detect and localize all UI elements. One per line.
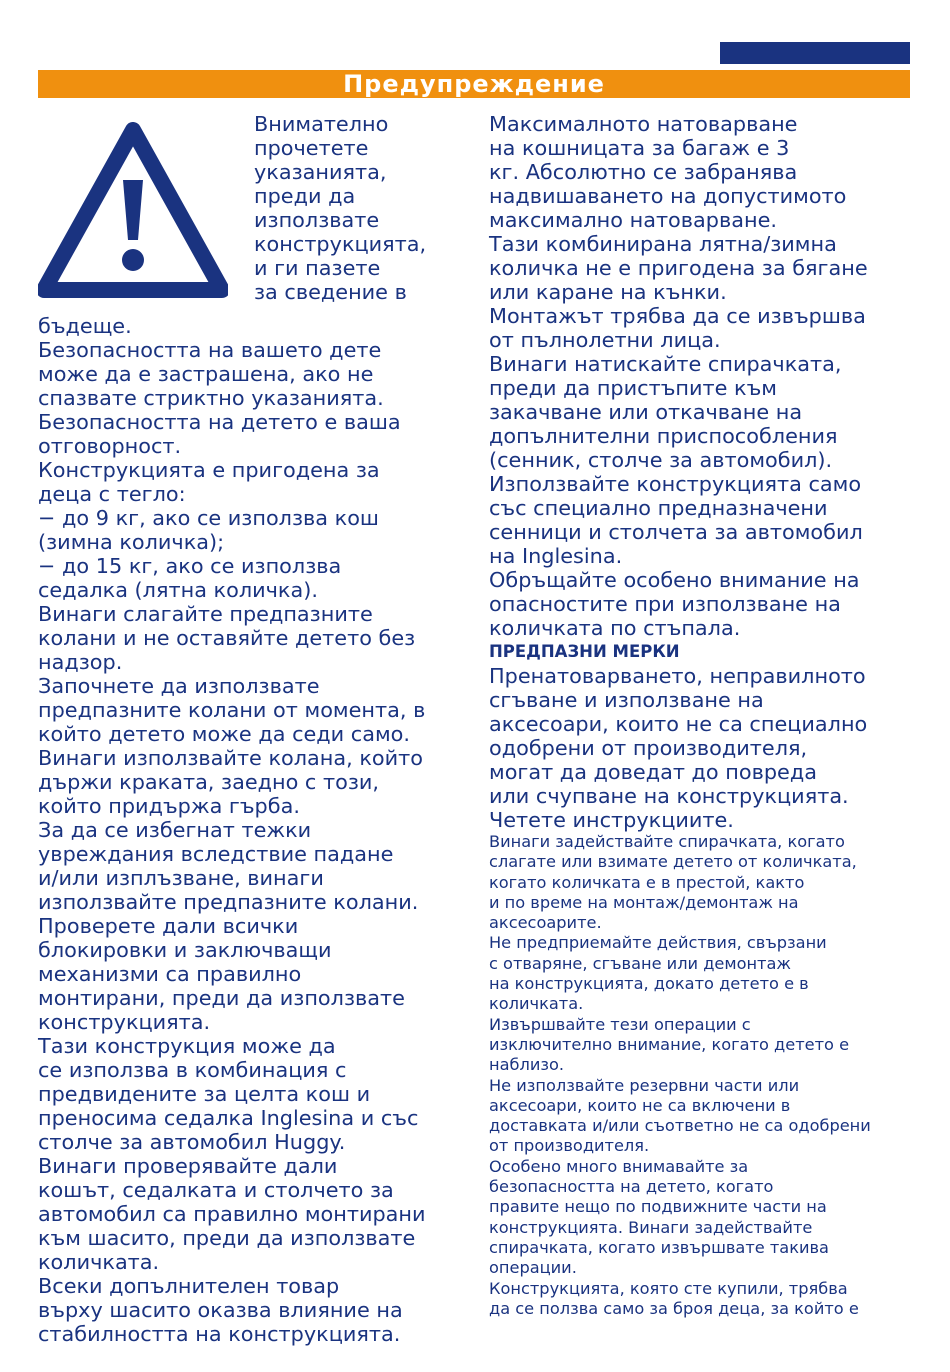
text-line: на кошницата за багаж е 3 — [489, 136, 790, 160]
left-column — [38, 112, 463, 1346]
text-line: сгъване и използване на — [489, 688, 764, 712]
text-line: и/или изплъзване, винаги — [38, 866, 324, 890]
text-line: автомобил са правилно монтирани — [38, 1202, 426, 1226]
small-text-line: операции. — [489, 1258, 577, 1278]
text-line: столче за автомобил Huggy. — [38, 1130, 346, 1154]
text-line: използвате — [254, 208, 380, 232]
text-line: Винаги проверявайте дали — [38, 1154, 338, 1178]
text-line: монтирани, преди да използвате — [38, 986, 405, 1010]
text-line: предпазните колани от момента, в — [38, 698, 426, 722]
text-line: блокировки и заключващи — [38, 938, 332, 962]
small-text-line: от производителя. — [489, 1136, 650, 1156]
text-line: сенници и столчета за автомобил — [489, 520, 863, 544]
text-line: отговорност. — [38, 434, 182, 458]
text-line: (зимна количка); — [38, 530, 225, 554]
text-line: държи краката, заедно с този, — [38, 770, 380, 794]
small-text-line: количката. — [489, 994, 584, 1014]
text-line: − до 9 кг, ако се използва кош — [38, 506, 379, 530]
text-line: Монтажът трябва да се извършва — [489, 304, 866, 328]
text-line: от пълнолетни лица. — [489, 328, 721, 352]
small-text-line: когато количката е в престой, както — [489, 872, 805, 892]
intro-text — [254, 112, 426, 304]
small-text-line: слагате или взимате детето от количката, — [489, 852, 857, 872]
text-line: преди да — [254, 184, 356, 208]
right-body-text — [489, 112, 914, 640]
text-line: Обръщайте особено внимание на — [489, 568, 860, 592]
text-line: Проверете дали всички — [38, 914, 299, 938]
text-line: Тази конструкция може да — [38, 1034, 336, 1058]
text-line: може да е застрашена, ако не — [38, 362, 374, 386]
text-line: Безопасността на детето е ваша — [38, 410, 401, 434]
small-text-line: безопасността на детето, когато — [489, 1177, 774, 1197]
text-line: прочетете — [254, 136, 369, 160]
small-print-text — [489, 832, 914, 1319]
text-line: Конструкцията е пригодена за — [38, 458, 380, 482]
text-line: Винаги слагайте предпазните — [38, 602, 373, 626]
text-line: използвайте предпазните колани. — [38, 890, 419, 914]
text-line: количката по стъпала. — [489, 616, 741, 640]
small-text-line: Не използвайте резервни части или — [489, 1075, 800, 1095]
text-line: количка не е пригодена за бягане — [489, 256, 868, 280]
text-line: на Inglesina. — [489, 544, 623, 568]
text-line: (сенник, столче за автомобил). — [489, 448, 833, 472]
text-line: указанията, — [254, 160, 387, 184]
text-line: за сведение в — [254, 280, 407, 304]
text-line: надвишаването на допустимото — [489, 184, 847, 208]
text-line: Всеки допълнителен товар — [38, 1274, 340, 1298]
text-line: Започнете да използвате — [38, 674, 320, 698]
small-text-line: Не предприемайте действия, свързани — [489, 933, 827, 953]
small-text-line: и по време на монтаж/демонтаж на — [489, 892, 799, 912]
warning-triangle-icon — [38, 122, 228, 300]
text-line: максимално натоварване. — [489, 208, 777, 232]
small-text-line: с отваряне, сгъване или демонтаж — [489, 953, 791, 973]
text-line: Тази комбинирана лятна/зимна — [489, 232, 837, 256]
text-line: одобрени от производителя, — [489, 736, 808, 760]
text-line: спазвате стриктно указанията. — [38, 386, 384, 410]
small-text-line: доставката и/или съответно не са одобрени — [489, 1116, 871, 1136]
header-tab-bar — [720, 42, 910, 64]
text-line: конструкцията. — [38, 1010, 211, 1034]
text-line: могат да доведат до повреда — [489, 760, 817, 784]
text-line: количката. — [38, 1250, 160, 1274]
small-text-line: Винаги задействайте спирачката, когато — [489, 832, 845, 851]
text-line: преди да пристъпите към — [489, 376, 777, 400]
small-text-line: конструкцията. Винаги задействайте — [489, 1217, 813, 1237]
text-line: или счупване на конструкцията. — [489, 784, 849, 808]
text-line: се използва в комбинация с — [38, 1058, 347, 1082]
left-body-text — [38, 314, 463, 1346]
text-line: стабилността на конструкцията. — [38, 1322, 401, 1346]
text-line: Винаги натискайте спирачката, — [489, 352, 842, 376]
text-line: Четете инструкциите. — [489, 808, 734, 832]
text-line: − до 15 кг, ако се използва — [38, 554, 342, 578]
small-text-line: наблизо. — [489, 1055, 565, 1075]
text-line: Максималното натоварване — [489, 112, 798, 136]
text-line: опасностите при използване на — [489, 592, 841, 616]
right-column — [489, 112, 914, 1319]
warning-intro — [38, 112, 463, 314]
small-text-line: спирачката, когато извършвате такива — [489, 1237, 829, 1257]
text-line: колани и не оставяйте детето без — [38, 626, 416, 650]
text-line: и ги пазете — [254, 256, 381, 280]
small-text-line: аксесоари, които не са включени в — [489, 1095, 791, 1115]
text-line: механизми са правилно — [38, 962, 302, 986]
text-line: бъдеще. — [38, 314, 132, 338]
small-text-line: Конструкцията, която сте купили, трябва — [489, 1278, 848, 1298]
text-line: със специално предназначени — [489, 496, 828, 520]
text-line: допълнителни приспособления — [489, 424, 838, 448]
text-line: Използвайте конструкцията само — [489, 472, 862, 496]
text-line: който детето може да седи само. — [38, 722, 411, 746]
text-line: към шасито, преди да използвате — [38, 1226, 416, 1250]
text-line: предвидените за целта кош и — [38, 1082, 371, 1106]
text-line: За да се избегнат тежки — [38, 818, 312, 842]
small-text-line: правите нещо по подвижните части на — [489, 1197, 827, 1217]
text-line: или каране на кънки. — [489, 280, 727, 304]
small-text-line: Особено много внимавайте за — [489, 1156, 749, 1176]
text-line: закачване или откачване на — [489, 400, 803, 424]
text-line: Внимателно — [254, 112, 389, 136]
text-line: кошът, седалката и столчето за — [38, 1178, 394, 1202]
text-line: надзор. — [38, 650, 123, 674]
text-line: Пренатоварването, неправилното — [489, 664, 866, 688]
small-text-line: изключително внимание, когато детето е — [489, 1034, 850, 1054]
small-text-line: да се ползва само за броя деца, за който е — [489, 1298, 859, 1318]
text-line: върху шасито оказва влияние на — [38, 1298, 403, 1322]
page-title: Предупреждение — [38, 70, 910, 98]
small-text-line: аксесоарите. — [489, 913, 602, 933]
text-line: преносима седалка Inglesina и със — [38, 1106, 419, 1130]
text-line: конструкцията, — [254, 232, 427, 256]
text-line: кг. Абсолютно се забранява — [489, 160, 798, 184]
text-line: Винаги използвайте колана, който — [38, 746, 423, 770]
text-line: който придържа гърба. — [38, 794, 300, 818]
small-text-line: Извършвайте тези операции с — [489, 1014, 751, 1034]
text-line: Безопасността на вашето дете — [38, 338, 382, 362]
text-line: аксесоари, които не са специално — [489, 712, 868, 736]
section-heading: ПРЕДПАЗНИ МЕРКИ — [489, 642, 680, 661]
small-text-line: на конструкцията, докато детето е в — [489, 974, 809, 994]
text-line: увреждания вследствие падане — [38, 842, 394, 866]
section-text — [489, 664, 914, 832]
text-line: деца с тегло: — [38, 482, 186, 506]
text-line: седалка (лятна количка). — [38, 578, 318, 602]
